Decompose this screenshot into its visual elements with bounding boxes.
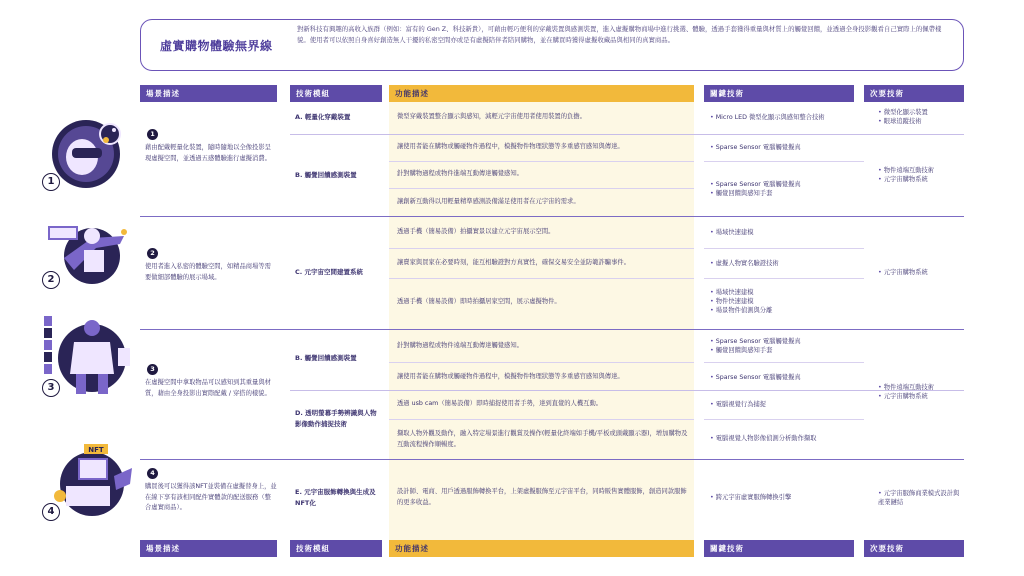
key-tech-list <box>710 113 860 122</box>
key-tech-item: • Sparse Sensor 電腦觸覺擬真 <box>710 180 860 189</box>
secondary-tech-list <box>878 268 962 277</box>
function-text: 讓賣家與買家在必要時刻，能互相驗證對方真實性，確保交易安全並防範詐騙事件。 <box>397 259 630 266</box>
footer-secondary-tech: 次要技術 <box>864 540 964 557</box>
key-tech-item: • 電腦視覺行為捕捉 <box>710 400 860 409</box>
row-divider <box>389 362 694 363</box>
scenario-text: 在虛擬空間中拿取物品可以感知到其重量與材質，藉由全身投影出實際配戴 / 穿搭的樣貌。 <box>145 379 271 397</box>
key-tech-item: • Micro LED 微型化顯示與感知整合技術 <box>710 113 860 122</box>
scenario-number: 2 <box>147 248 158 259</box>
key-tech-item: • 物件快速建模 <box>710 297 860 306</box>
footer-function: 功能描述 <box>389 540 694 557</box>
row-divider <box>389 278 694 279</box>
page-title: 虛實購物體驗無界線 <box>160 39 273 53</box>
key-tech-item: • Sparse Sensor 電腦觸覺擬真 <box>710 337 860 346</box>
function-text: 設計師、電商、用戶透過服飾轉換平台，上架虛擬服飾至元宇宙平台，同時販售實體服飾，創造同款服飾的更多收益。 <box>397 488 687 506</box>
header-module: 技術模組 <box>290 85 382 102</box>
key-tech-list <box>710 259 860 268</box>
row-divider <box>290 390 964 391</box>
module-b: B. 觸覺回饋感測裝置 <box>295 354 357 362</box>
key-tech-item: • 跨元宇宙虛實服飾轉換引擎 <box>710 493 860 502</box>
key-tech-list <box>710 180 860 198</box>
key-tech-item: • Sparse Sensor 電腦觸覺擬真 <box>710 373 860 382</box>
scenario-text: 使用者進入私密的體驗空間，如精品商場等需要做細部體驗的展示場域。 <box>145 263 271 281</box>
header-secondary-tech: 次要技術 <box>864 85 964 102</box>
key-tech-item: • 觸覺回饋與感知手套 <box>710 346 860 355</box>
secondary-tech-list <box>878 383 962 401</box>
function-text: 針對購物過程或物件遠端互動傳達觸覺感知。 <box>397 342 523 349</box>
function-text: 針對購物過程或物件進端互動傳達觸覺感知。 <box>397 170 523 177</box>
scenario-badge: 2 <box>42 271 60 289</box>
row-divider <box>389 161 694 162</box>
key-tech-list <box>710 400 860 409</box>
row-divider <box>704 248 864 249</box>
key-tech-list <box>710 143 860 152</box>
secondary-tech-item: • 元宇宙購物系統 <box>878 268 962 277</box>
row-divider <box>389 188 694 189</box>
module-a: A. 輕量化穿戴裝置 <box>295 113 351 121</box>
key-tech-item: • 觸覺回饋與感知手套 <box>710 189 860 198</box>
function-text: 擷取人物外觀及動作，融入特定場景進行觀賞及操作(輕量化終端如手機/平板或頭戴顯示器)，增加購物及互動流程操作順暢度。 <box>397 430 688 448</box>
row-divider <box>389 248 694 249</box>
key-tech-list <box>710 493 860 502</box>
key-tech-list <box>710 373 860 382</box>
row-divider <box>389 419 694 420</box>
header-function: 功能描述 <box>389 85 694 102</box>
scenario-number: 4 <box>147 468 158 479</box>
intro-paragraph: 對新科技有興趣的高收入族群（例如：富有的 Gen Z、科技新貴），可藉由輕巧便利的穿戴裝置與感測裝置，進入虛擬購物商場中進行挑選、體驗，透過手套獲得重量與材質上的觸覺回饋，並透過全身投影觀看自己實際上的佩帶樣貌。使用者可以依照自身喜好創造無人干擾的私密空間亦或是有虛擬陪伴者陪同購物，並在購買時獲得虛擬收藏品與相同的真實商品。 <box>297 25 942 44</box>
scenario-text: 購買後可以獲得該NFT並裝備在虛擬替身上，並在線下享有該相同配件實體款的配送服務（整合虛實商品）。 <box>145 483 277 511</box>
secondary-tech-item: • 物件遠端互動技術 <box>878 383 962 392</box>
key-tech-item: • 場景物件偵測與分離 <box>710 306 860 315</box>
row-divider <box>704 161 864 162</box>
secondary-tech-list <box>878 166 962 184</box>
secondary-tech-item: • 微型化顯示裝置 <box>878 108 962 117</box>
scenario-badge: 3 <box>42 379 60 397</box>
secondary-tech-item: • 元宇宙購物系統 <box>878 392 962 401</box>
key-tech-list <box>710 228 860 237</box>
key-tech-item: • 電腦視覺人物影像偵測分析動作擷取 <box>710 434 860 443</box>
section-divider <box>140 459 964 460</box>
function-text: 讓使用者能在購物或觸碰物件過程中，模擬物件物理狀態等多重感官感知與傳達。 <box>397 143 624 150</box>
key-tech-item: • 虛擬人物實名驗證技術 <box>710 259 860 268</box>
scenario-number: 1 <box>147 129 158 140</box>
section-divider <box>140 216 964 217</box>
key-tech-item: • 場域快速建模 <box>710 288 860 297</box>
function-text: 微型穿戴裝置整合顯示與感知，減輕元宇宙使用者使用裝置的負擔。 <box>397 113 586 120</box>
secondary-tech-list <box>878 489 962 507</box>
function-text: 透過手機（簡易設備）即時拍攝居家空間，展示虛擬物件。 <box>397 298 561 305</box>
secondary-tech-item: • 物件遠端互動技術 <box>878 166 962 175</box>
secondary-tech-item: • 眼球追蹤技術 <box>878 117 962 126</box>
footer-key-tech: 關鍵技術 <box>704 540 854 557</box>
module-b: B. 觸覺回饋感測裝置 <box>295 171 357 179</box>
footer-module: 技術模組 <box>290 540 382 557</box>
key-tech-item: • 場域快速建模 <box>710 228 860 237</box>
function-text: 透過 usb cam（簡易設備）即時捕捉使用者手勢，達到直覺的人機互動。 <box>397 400 603 407</box>
header-scenario: 場景描述 <box>140 85 277 102</box>
secondary-tech-item: • 元宇宙服飾商業模式設計與產業鏈結 <box>878 489 962 507</box>
key-tech-list <box>710 434 860 443</box>
secondary-tech-item: • 元宇宙購物系統 <box>878 175 962 184</box>
row-divider <box>704 419 864 420</box>
module-d: D. 透明螢幕手勢辨識與人物影像動作捕捉技術 <box>295 409 377 428</box>
key-tech-item: • Sparse Sensor 電腦觸覺擬真 <box>710 143 860 152</box>
function-text: 讓使用者能在購物或觸碰物件過程中，模擬物件物理狀態等多重感官感知與傳達。 <box>397 373 624 380</box>
module-e: E. 元宇宙服飾轉換與生成及NFT化 <box>295 488 376 507</box>
module-c: C. 元宇宙空間建置系統 <box>295 268 364 276</box>
scenario-badge: 4 <box>42 503 60 521</box>
row-divider <box>704 362 864 363</box>
key-tech-list <box>710 337 860 355</box>
function-text: 讓創新互動得以用輕量精準感測設備滿足使用者在元宇宙的需求。 <box>397 198 580 205</box>
scenario-number: 3 <box>147 364 158 375</box>
scenario-text: 藉由配戴輕量化裝置，隨時隨地以全像投影呈現虛擬空間，並透過五感體驗進行虛擬消費。 <box>145 144 271 162</box>
nft-tag: NFT <box>88 446 104 454</box>
row-divider <box>290 134 964 135</box>
key-tech-list <box>710 288 860 315</box>
section-divider <box>140 329 964 330</box>
header-key-tech: 關鍵技術 <box>704 85 854 102</box>
row-divider <box>704 278 864 279</box>
footer-scenario: 場景描述 <box>140 540 277 557</box>
secondary-tech-list <box>878 108 962 126</box>
function-text: 透過手機（簡易設備）拍攝實景以建立元宇宙展示空間。 <box>397 228 555 235</box>
scenario-badge: 1 <box>42 173 60 191</box>
